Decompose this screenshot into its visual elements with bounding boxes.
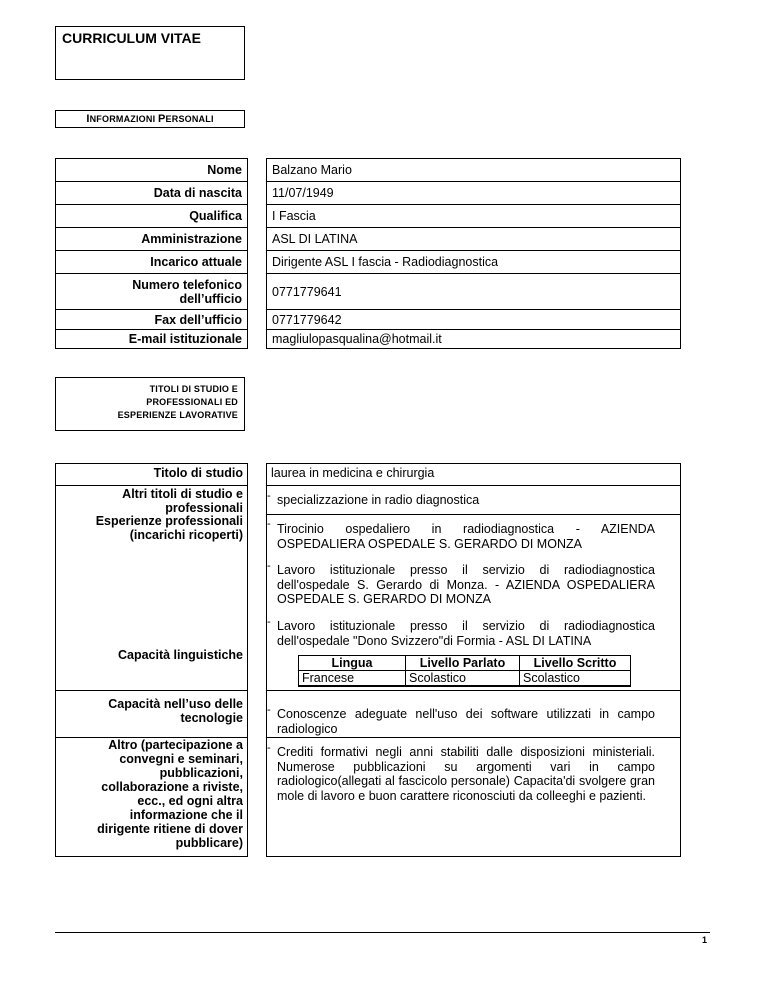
label-altri-titoli-line2: professionali	[165, 501, 243, 515]
label-telefono-line1: Numero telefonico	[132, 277, 242, 292]
value-data-nascita: 11/07/1949	[267, 181, 680, 204]
titles-right-border	[680, 463, 681, 856]
bullet: -	[267, 518, 271, 530]
row-separator	[266, 737, 681, 738]
label-fax: Fax dell’ufficio	[56, 309, 247, 329]
header-lingua: Lingua	[299, 656, 406, 671]
label-altro-line: collaborazione a riviste,	[101, 780, 243, 794]
header-livello-scritto: Livello Scritto	[520, 656, 631, 671]
label-nome: Nome	[56, 158, 247, 181]
label-altro	[55, 738, 248, 850]
value-nome: Balzano Mario	[267, 158, 680, 181]
value-email: magliulopasqualina@hotmail.it	[267, 329, 680, 349]
titles-heading-line1: TITOLI DI STUDIO E	[149, 384, 238, 394]
value-tecnologie: Conoscenze adeguate nell'uso dei software utilizzati in campo radiologico	[277, 707, 655, 736]
header-livello-parlato: Livello Parlato	[406, 656, 520, 671]
bullet: -	[267, 704, 271, 716]
value-incarico: Dirigente ASL I fascia - Radiodiagnostica	[267, 250, 680, 273]
label-altri-titoli-line1: Altri titoli di studio e	[122, 487, 243, 501]
value-qualifica: I Fascia	[267, 204, 680, 227]
label-altro-line: pubblicare)	[175, 836, 243, 850]
label-esperienze	[55, 514, 248, 542]
value-amministrazione: ASL DI LATINA	[267, 227, 680, 250]
bullet: -	[267, 742, 271, 754]
titles-top-border-right	[266, 463, 681, 464]
titles-bottom-border	[55, 856, 248, 857]
value-altri-titoli: specializzazione in radio diagnostica	[277, 493, 480, 507]
label-altro-line: dirigente ritiene di dover	[97, 822, 243, 836]
heading-text: ERSONALI	[165, 114, 214, 124]
label-amministrazione: Amministrazione	[56, 227, 247, 250]
value-titolo-studio: laurea in medicina e chirurgia	[271, 466, 435, 480]
label-altri-titoli	[55, 487, 248, 515]
heading-initial: I	[86, 113, 90, 125]
label-esperienze-line2: (incarichi ricoperti)	[129, 528, 243, 542]
language-table	[298, 655, 631, 687]
bullet: -	[267, 560, 271, 572]
label-titolo-studio: Titolo di studio	[153, 466, 243, 480]
label-telefono	[56, 273, 247, 309]
label-esperienze-line1: Esperienze professionali	[95, 514, 243, 528]
value-altro: Crediti formativi negli anni stabiliti dalle disposizioni ministeriali. Numerose pubblicazioni su argomenti vari in campo radiologico(allegati al fascicolo personale) Capacita'di svolgere gran mole di lavoro e buon carattere riconosciuti da colleeghi e pazienti.	[277, 745, 655, 803]
label-incarico: Incarico attuale	[56, 250, 247, 273]
titles-heading-line2: PROFESSIONALI ED	[146, 397, 238, 407]
table-row	[299, 671, 631, 687]
titles-section-heading	[55, 377, 245, 431]
label-altro-line: convegni e seminari,	[119, 752, 243, 766]
value-fax: 0771779642	[267, 309, 680, 329]
esperienza-item-1: Tirocinio ospedaliero in radiodiagnostica - AZIENDA OSPEDALIERA OSPEDALE S. GERARDO DI MONZA	[277, 522, 655, 551]
row-separator	[266, 690, 681, 691]
label-telefono-line2: dell’ufficio	[179, 291, 242, 306]
row-separator	[266, 485, 681, 486]
heading-text: NFORMAZIONI	[89, 114, 158, 124]
personal-info-heading	[55, 110, 245, 128]
bullet: -	[267, 490, 271, 502]
label-email: E-mail istituzionale	[56, 329, 247, 349]
cv-title-box	[55, 26, 245, 80]
label-altro-line: Altro (partecipazione a	[108, 738, 243, 752]
titles-heading-line3: ESPERIENZE LAVORATIVE	[117, 410, 238, 420]
cell-livello-parlato: Scolastico	[406, 671, 520, 687]
label-tecnologie	[55, 697, 248, 725]
personal-values-column	[266, 158, 681, 349]
language-table-header	[299, 656, 631, 671]
heading-initial: P	[158, 113, 166, 125]
personal-labels-column	[55, 158, 248, 349]
row-separator	[55, 485, 248, 486]
row-separator	[55, 690, 248, 691]
esperienza-item-2: Lavoro istituzionale presso il servizio di radiodiagnostica dell'ospedale S. Gerardo di Monza. - AZIENDA OSPEDALIERA OSPEDALE S. GERARDO DI MONZA	[277, 563, 655, 606]
row-separator	[266, 514, 681, 515]
label-tecnologie-line1: Capacità nell’uso delle	[108, 697, 243, 711]
esperienza-item-3: Lavoro istituzionale presso il servizio di radiodiagnostica dell'ospedale "Dono Svizzero"di Formia - ASL DI LATINA	[277, 619, 655, 648]
cell-livello-scritto: Scolastico	[520, 671, 631, 687]
label-altro-line: ecc., ed ogni altra	[137, 794, 243, 808]
bullet: -	[267, 616, 271, 628]
label-altro-line: pubblicazioni,	[159, 766, 243, 780]
label-qualifica: Qualifica	[56, 204, 247, 227]
label-tecnologie-line2: tecnologie	[180, 711, 243, 725]
page-number: 1	[702, 935, 708, 945]
titles-top-border-left	[55, 463, 248, 464]
titles-bottom-border	[266, 856, 681, 857]
value-telefono: 0771779641	[267, 273, 680, 309]
cell-lingua: Francese	[299, 671, 406, 687]
label-altro-line: informazione che il	[129, 808, 243, 822]
label-capacita-linguistiche: Capacità linguistiche	[117, 648, 243, 662]
cv-title: CURRICULUM VITAE	[62, 30, 201, 46]
label-data-nascita: Data di nascita	[56, 181, 247, 204]
footer-rule	[55, 932, 710, 933]
